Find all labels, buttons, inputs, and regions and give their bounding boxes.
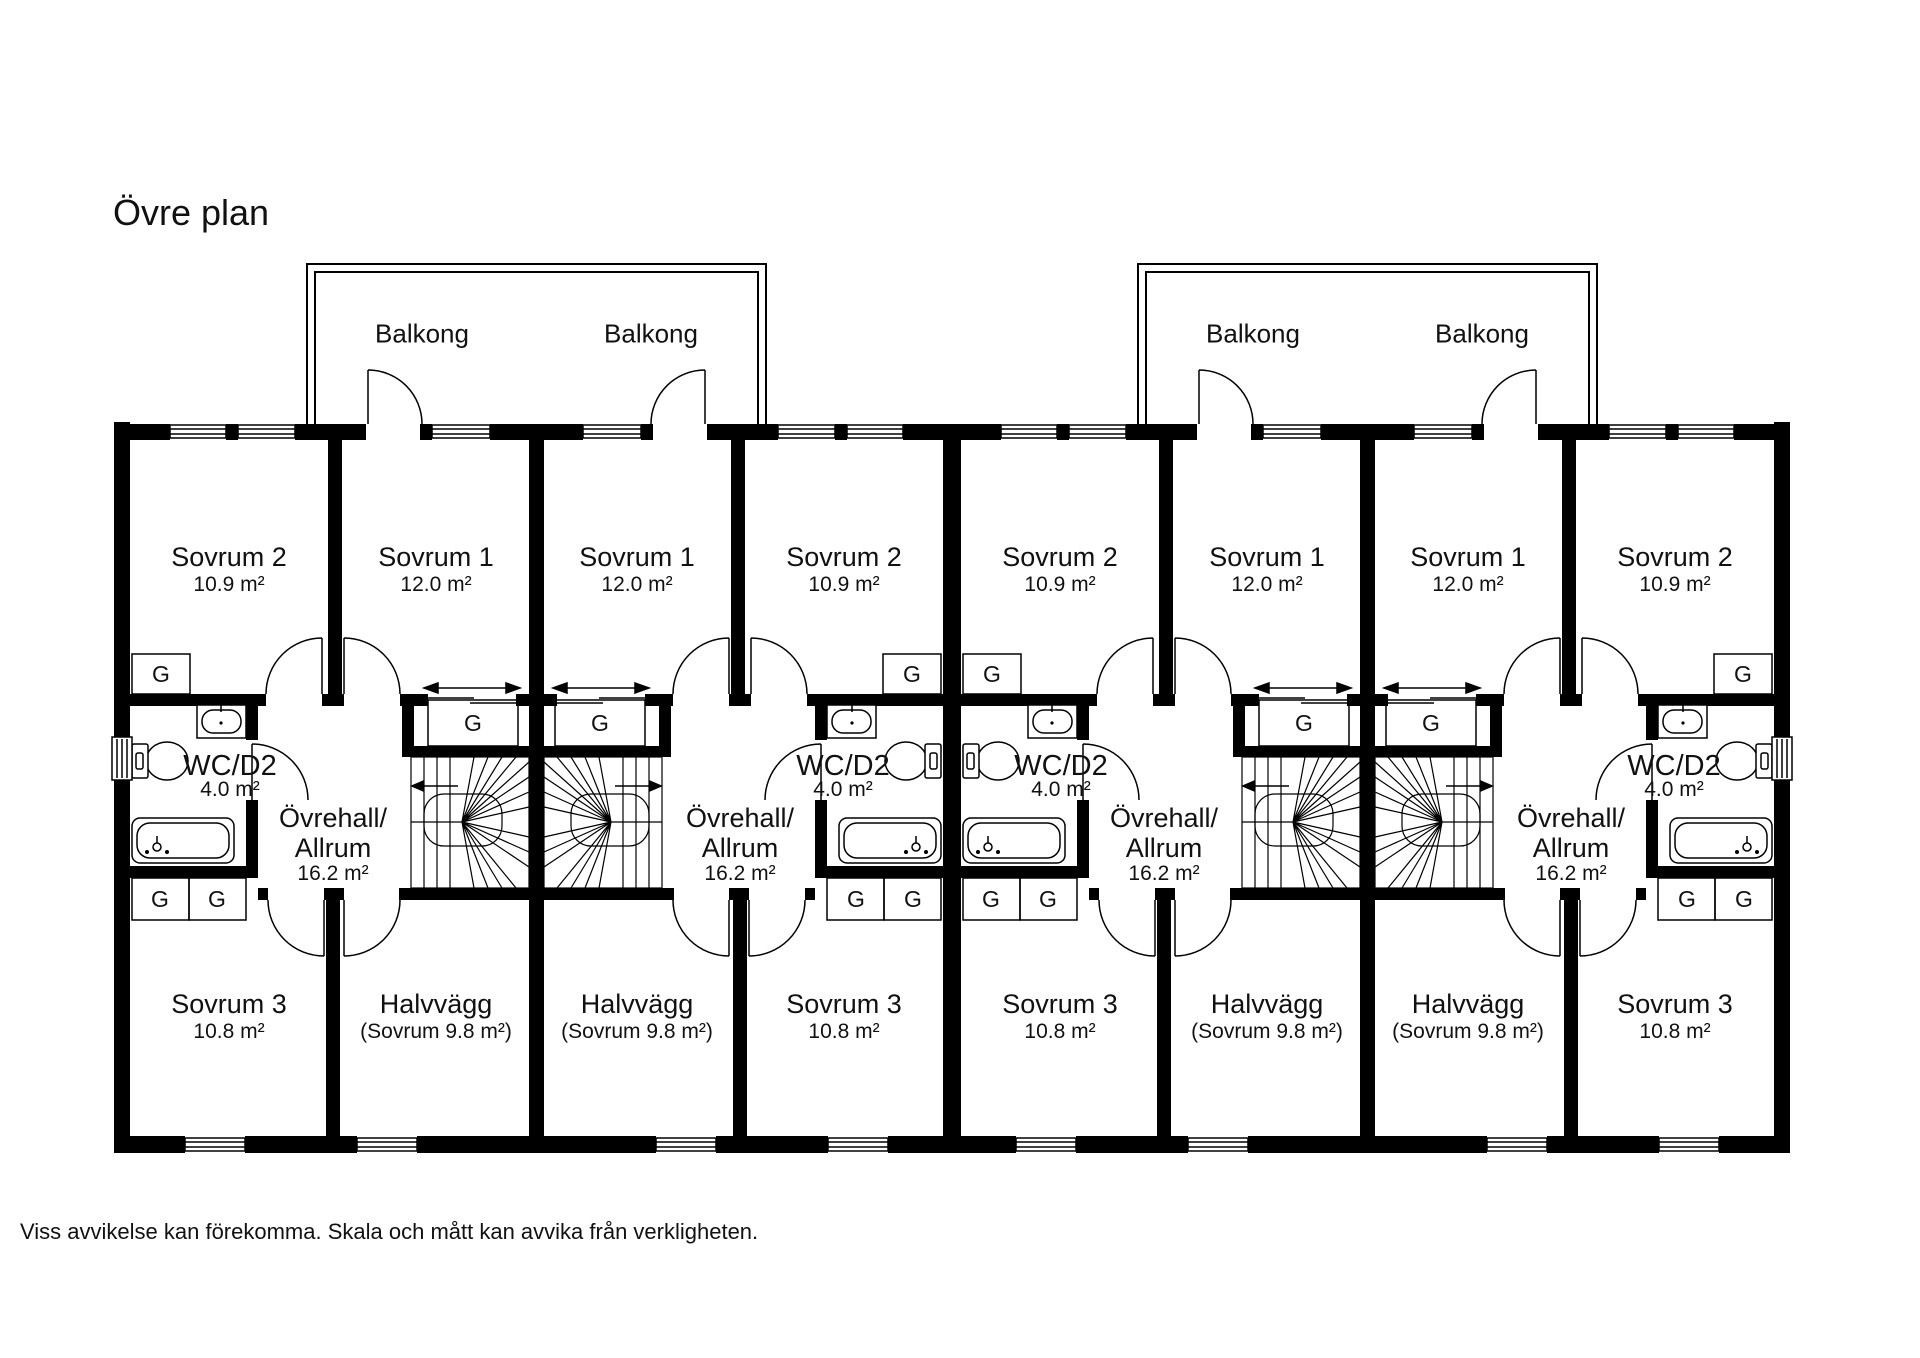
unit-3-halvvagg-name: Halvvägg	[1210, 988, 1324, 1019]
unit-2-g-stairs-label: G	[591, 709, 609, 736]
unit-2-wc-area: 4.0 m²	[813, 777, 873, 801]
unit-4-sovrum3-name: Sovrum 3	[1617, 988, 1733, 1019]
unit-1-hall-area: 16.2 m²	[297, 861, 369, 885]
unit-2-balkong-label: Balkong	[604, 318, 698, 349]
exterior-walls	[114, 422, 1790, 1153]
unit-2-g-bath-1-label: G	[904, 885, 922, 912]
unit-1-plan	[130, 264, 537, 1153]
unit-2-plan	[536, 264, 943, 1153]
unit-4-wc-name: WC/D2	[1627, 749, 1721, 782]
unit-3-sovrum3-area: 10.8 m²	[1024, 1019, 1096, 1043]
unit-4-sovrum1-area: 12.0 m²	[1432, 572, 1504, 596]
unit-4-g-bath-2-label: G	[1678, 885, 1696, 912]
unit-1-hall-name-2: Allrum	[294, 832, 372, 863]
unit-3-g-bath-2-label: G	[1039, 885, 1057, 912]
unit-1-g-bath-2-label: G	[208, 885, 226, 912]
unit-3-sovrum1-name: Sovrum 1	[1209, 541, 1325, 572]
unit-3-g-stairs-label: G	[1295, 709, 1313, 736]
unit-2-wc-name: WC/D2	[796, 749, 890, 782]
disclaimer-text: Viss avvikelse kan förekomma. Skala och mått kan avvika från verkligheten.	[20, 1219, 759, 1244]
unit-1-sovrum3-name: Sovrum 3	[171, 988, 287, 1019]
unit-3-hall-name-2: Allrum	[1125, 832, 1203, 863]
unit-2-sovrum2-area: 10.9 m²	[808, 572, 880, 596]
unit-4-hall-name-1: Övrehall/	[1516, 802, 1626, 833]
unit-3-halvvagg-area: (Sovrum 9.8 m²)	[1191, 1019, 1343, 1043]
unit-1-balkong-label: Balkong	[375, 318, 469, 349]
unit-3-wc-area: 4.0 m²	[1031, 777, 1091, 801]
unit-2-hall-area: 16.2 m²	[704, 861, 776, 885]
unit-4-g-bath-1-label: G	[1735, 885, 1753, 912]
unit-2-g-sovrum2-label: G	[903, 660, 921, 687]
unit-3-hall-area: 16.2 m²	[1128, 861, 1200, 885]
unit-4-hall-name-2: Allrum	[1532, 832, 1610, 863]
unit-4-balkong-label: Balkong	[1435, 318, 1529, 349]
unit-4-sovrum3-area: 10.8 m²	[1639, 1019, 1711, 1043]
unit-1-sovrum1-name: Sovrum 1	[378, 541, 494, 572]
unit-1-g-sovrum2-label: G	[152, 660, 170, 687]
unit-1-sovrum2-name: Sovrum 2	[171, 541, 287, 572]
unit-2-sovrum1-area: 12.0 m²	[601, 572, 673, 596]
unit-3-sovrum1-area: 12.0 m²	[1231, 572, 1303, 596]
unit-2-halvvagg-name: Halvvägg	[580, 988, 694, 1019]
unit-2-hall-name-2: Allrum	[701, 832, 779, 863]
unit-1-hall-name-1: Övrehall/	[278, 802, 388, 833]
unit-4-sovrum1-name: Sovrum 1	[1410, 541, 1526, 572]
unit-1-sovrum2-area: 10.9 m²	[193, 572, 265, 596]
unit-4-g-stairs-label: G	[1422, 709, 1440, 736]
unit-4-g-sovrum2-label: G	[1734, 660, 1752, 687]
unit-3-g-sovrum2-label: G	[983, 660, 1001, 687]
unit-1-sovrum3-area: 10.8 m²	[193, 1019, 265, 1043]
unit-2-sovrum3-area: 10.8 m²	[808, 1019, 880, 1043]
unit-3-wc-name: WC/D2	[1014, 749, 1108, 782]
unit-4-sovrum2-name: Sovrum 2	[1617, 541, 1733, 572]
unit-4-halvvagg-name: Halvvägg	[1411, 988, 1525, 1019]
unit-4-plan	[1367, 264, 1774, 1153]
unit-4-hall-area: 16.2 m²	[1535, 861, 1607, 885]
unit-2-halvvagg-area: (Sovrum 9.8 m²)	[561, 1019, 713, 1043]
unit-2-sovrum2-name: Sovrum 2	[786, 541, 902, 572]
unit-3-hall-name-1: Övrehall/	[1109, 802, 1219, 833]
unit-1-g-stairs-label: G	[464, 709, 482, 736]
unit-3-sovrum3-name: Sovrum 3	[1002, 988, 1118, 1019]
unit-2-g-bath-2-label: G	[847, 885, 865, 912]
unit-1-sovrum1-area: 12.0 m²	[400, 572, 472, 596]
unit-3-balkong-label: Balkong	[1206, 318, 1300, 349]
right-wall-window-icon	[1772, 737, 1792, 780]
unit-1-wc-area: 4.0 m²	[200, 777, 260, 801]
unit-3-g-bath-1-label: G	[982, 885, 1000, 912]
unit-4-halvvagg-area: (Sovrum 9.8 m²)	[1392, 1019, 1544, 1043]
unit-2-sovrum1-name: Sovrum 1	[579, 541, 695, 572]
unit-2-hall-name-1: Övrehall/	[685, 802, 795, 833]
left-wall-window-icon	[112, 737, 132, 780]
unit-1-g-bath-1-label: G	[151, 885, 169, 912]
page-title: Övre plan	[113, 192, 270, 233]
unit-3-plan	[961, 264, 1368, 1153]
unit-3-sovrum2-area: 10.9 m²	[1024, 572, 1096, 596]
unit-1-halvvagg-area: (Sovrum 9.8 m²)	[360, 1019, 512, 1043]
unit-2-sovrum3-name: Sovrum 3	[786, 988, 902, 1019]
unit-1-halvvagg-name: Halvvägg	[379, 988, 493, 1019]
unit-3-sovrum2-name: Sovrum 2	[1002, 541, 1118, 572]
unit-4-sovrum2-area: 10.9 m²	[1639, 572, 1711, 596]
unit-1-wc-name: WC/D2	[183, 749, 277, 782]
unit-4-wc-area: 4.0 m²	[1644, 777, 1704, 801]
